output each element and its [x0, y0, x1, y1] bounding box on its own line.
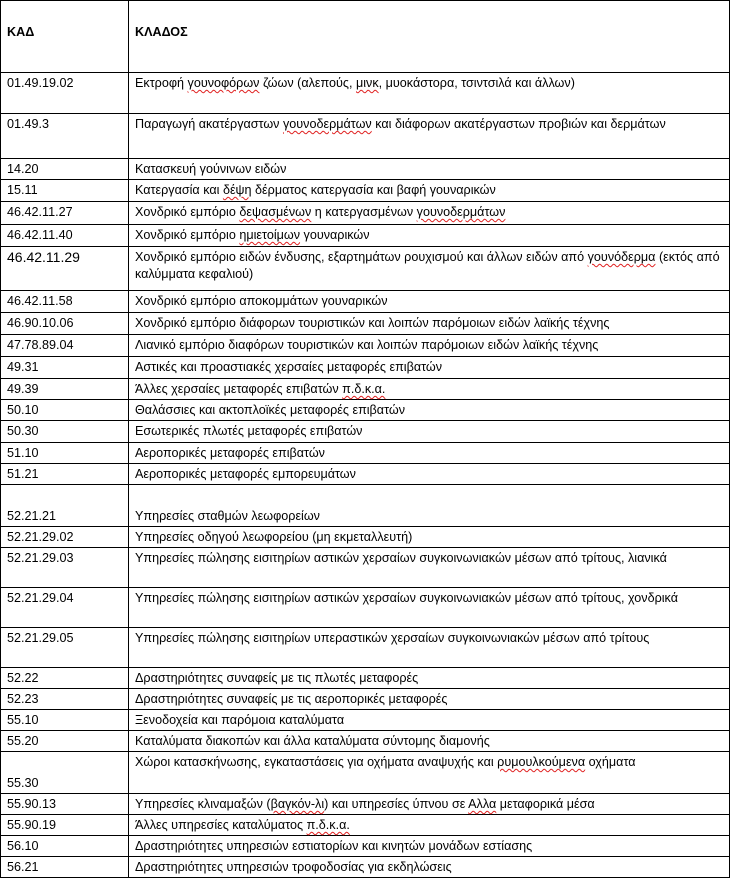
sector-cell: Θαλάσσιες και ακτοπλοϊκές μεταφορές επιβατών — [129, 400, 730, 421]
table-row — [1, 731, 730, 752]
kad-code-cell: 55.20 — [1, 731, 129, 752]
table-row — [1, 857, 730, 878]
spellcheck-mark: βαγκόν-λι — [270, 797, 325, 811]
table-row — [1, 421, 730, 443]
kad-code-cell: 51.10 — [1, 443, 129, 464]
spellcheck-mark: ρυμουλκούμενα — [497, 755, 586, 769]
table-row — [1, 710, 730, 731]
spellcheck-mark: γουνοφόρων — [187, 76, 260, 90]
table-row — [1, 628, 730, 668]
sector-cell: Χονδρικό εμπόριο αποκομμάτων γουναρικών — [129, 291, 730, 313]
sector-cell: Άλλες υπηρεσίες καταλύματος π.δ.κ.α. — [129, 815, 730, 836]
kad-code-cell: 46.90.10.06 — [1, 313, 129, 335]
kad-code-cell: 46.42.11.40 — [1, 225, 129, 247]
spellcheck-mark: γουνόδερμα — [587, 250, 656, 264]
kad-code-cell: 52.21.29.04 — [1, 588, 129, 628]
table-header-row — [1, 1, 730, 73]
sector-cell: Χονδρικό εμπόριο ειδών ένδυσης, εξαρτημάτων ρουχισμού και άλλων ειδών από γουνόδερμα (εκτός από καλύμματα κεφαλιού) — [129, 247, 730, 291]
spellcheck-mark: δεψασμένων — [239, 205, 312, 219]
kad-code-cell: 56.21 — [1, 857, 129, 878]
kad-code-cell: 52.21.29.02 — [1, 527, 129, 548]
table-row — [1, 815, 730, 836]
kad-code-cell: 15.11 — [1, 180, 129, 202]
spellcheck-mark: δέψη — [222, 183, 252, 197]
sector-cell: Κατεργασία και δέψη δέρματος κατεργασία και βαφή γουναρικών — [129, 180, 730, 202]
kad-code-cell: 50.30 — [1, 421, 129, 443]
table-row — [1, 313, 730, 335]
sector-cell: Υπηρεσίες πώλησης εισιτηρίων υπεραστικών χερσαίων συγκοινωνιακών μέσων από τρίτους — [129, 628, 730, 668]
kad-code-cell: 55.30 — [1, 752, 129, 794]
kad-code-cell: 51.21 — [1, 464, 129, 485]
table-row — [1, 464, 730, 485]
sector-cell: Υπηρεσίες οδηγού λεωφορείου (μη εκμεταλλευτή) — [129, 527, 730, 548]
sector-cell: Υπηρεσίες πώλησης εισιτηρίων αστικών χερσαίων συγκοινωνιακών μέσων από τρίτους, λιανικά — [129, 548, 730, 588]
sector-cell: Εσωτερικές πλωτές μεταφορές επιβατών — [129, 421, 730, 443]
sector-cell: Δραστηριότητες υπηρεσιών εστιατορίων και κινητών μονάδων εστίασης — [129, 836, 730, 857]
sector-cell: Υπηρεσίες σταθμών λεωφορείων — [129, 485, 730, 527]
sector-cell: Ξενοδοχεία και παρόμοια καταλύματα — [129, 710, 730, 731]
table-row — [1, 180, 730, 202]
kad-code-cell: 46.42.11.29 — [1, 247, 129, 291]
spellcheck-mark: μινκ — [356, 76, 379, 90]
sector-cell: Εκτροφή γουνοφόρων ζώων (αλεπούς, μινκ, μυοκάστορα, τσιντσιλά και άλλων) — [129, 73, 730, 114]
sector-cell: Δραστηριότητες υπηρεσιών τροφοδοσίας για εκδηλώσεις — [129, 857, 730, 878]
table-row — [1, 225, 730, 247]
table-row — [1, 400, 730, 421]
sector-cell: Αεροπορικές μεταφορές επιβατών — [129, 443, 730, 464]
spellcheck-mark: Αλλα — [468, 797, 497, 811]
table-row — [1, 379, 730, 400]
sector-cell: Χώροι κατασκήνωσης, εγκαταστάσεις για οχήματα αναψυχής και ρυμουλκούμενα οχήματα — [129, 752, 730, 794]
spellcheck-mark: π.δ.κ.α. — [342, 382, 386, 396]
table-row — [1, 668, 730, 689]
kad-code-cell: 52.23 — [1, 689, 129, 710]
header-kad: ΚΑΔ — [1, 1, 129, 73]
sector-cell: Χονδρικό εμπόριο διάφορων τουριστικών και λοιπών παρόμοιων ειδών λαϊκής τέχνης — [129, 313, 730, 335]
table-row — [1, 335, 730, 357]
kad-code-cell: 46.42.11.27 — [1, 202, 129, 225]
kad-code-cell: 52.21.29.03 — [1, 548, 129, 588]
sector-cell: Λιανικό εμπόριο διαφόρων τουριστικών και λοιπών παρόμοιων ειδών λαϊκής τέχνης — [129, 335, 730, 357]
table-row — [1, 794, 730, 815]
table-row — [1, 752, 730, 794]
table-row — [1, 357, 730, 379]
sector-cell: Χονδρικό εμπόριο ημιετοίμων γουναρικών — [129, 225, 730, 247]
kad-code-cell: 52.21.21 — [1, 485, 129, 527]
kad-code-cell: 52.22 — [1, 668, 129, 689]
kad-code-cell: 55.10 — [1, 710, 129, 731]
sector-cell: Αεροπορικές μεταφορές εμπορευμάτων — [129, 464, 730, 485]
sector-cell: Δραστηριότητες συναφείς με τις αεροπορικές μεταφορές — [129, 689, 730, 710]
table-row — [1, 689, 730, 710]
sector-cell: Δραστηριότητες συναφείς με τις πλωτές μεταφορές — [129, 668, 730, 689]
table-row — [1, 247, 730, 291]
sector-cell: Αστικές και προαστιακές χερσαίες μεταφορές επιβατών — [129, 357, 730, 379]
sector-cell: Καταλύματα διακοπών και άλλα καταλύματα σύντομης διαμονής — [129, 731, 730, 752]
kad-code-cell: 55.90.13 — [1, 794, 129, 815]
kad-code-cell: 56.10 — [1, 836, 129, 857]
table-row — [1, 114, 730, 159]
table-row — [1, 548, 730, 588]
kad-code-cell: 49.31 — [1, 357, 129, 379]
table-row — [1, 159, 730, 180]
spellcheck-mark: γουνοδερμάτων — [416, 205, 506, 219]
sector-cell: Κατασκευή γούνινων ειδών — [129, 159, 730, 180]
table-row — [1, 73, 730, 114]
table-row — [1, 588, 730, 628]
table-row — [1, 291, 730, 313]
spellcheck-mark: ημιετοίμων — [239, 228, 301, 242]
sector-cell: Χονδρικό εμπόριο δεψασμένων η κατεργασμένων γουνοδερμάτων — [129, 202, 730, 225]
header-sector: ΚΛΑΔΟΣ — [129, 1, 730, 73]
table-row — [1, 202, 730, 225]
sector-cell: Υπηρεσίες πώλησης εισιτηρίων αστικών χερσαίων συγκοινωνιακών μέσων από τρίτους, χονδρικά — [129, 588, 730, 628]
kad-code-cell: 52.21.29.05 — [1, 628, 129, 668]
spellcheck-mark: π.δ.κ.α. — [306, 818, 350, 832]
table-row — [1, 527, 730, 548]
kad-code-cell: 01.49.19.02 — [1, 73, 129, 114]
kad-code-cell: 47.78.89.04 — [1, 335, 129, 357]
sector-cell: Άλλες χερσαίες μεταφορές επιβατών π.δ.κ.α. — [129, 379, 730, 400]
table-row — [1, 485, 730, 527]
kad-code-cell: 14.20 — [1, 159, 129, 180]
kad-code-cell: 46.42.11.58 — [1, 291, 129, 313]
kad-code-cell: 01.49.3 — [1, 114, 129, 159]
spellcheck-mark: γουνοδερμάτων — [282, 117, 372, 131]
kad-code-cell: 55.90.19 — [1, 815, 129, 836]
sector-cell: Παραγωγή ακατέργαστων γουνοδερμάτων και διάφορων ακατέργαστων προβιών και δερμάτων — [129, 114, 730, 159]
kad-code-cell: 50.10 — [1, 400, 129, 421]
sector-cell: Υπηρεσίες κλιναμαξών (βαγκόν-λι) και υπηρεσίες ύπνου σε Αλλα μεταφορικά μέσα — [129, 794, 730, 815]
kad-code-cell: 49.39 — [1, 379, 129, 400]
table-row — [1, 443, 730, 464]
